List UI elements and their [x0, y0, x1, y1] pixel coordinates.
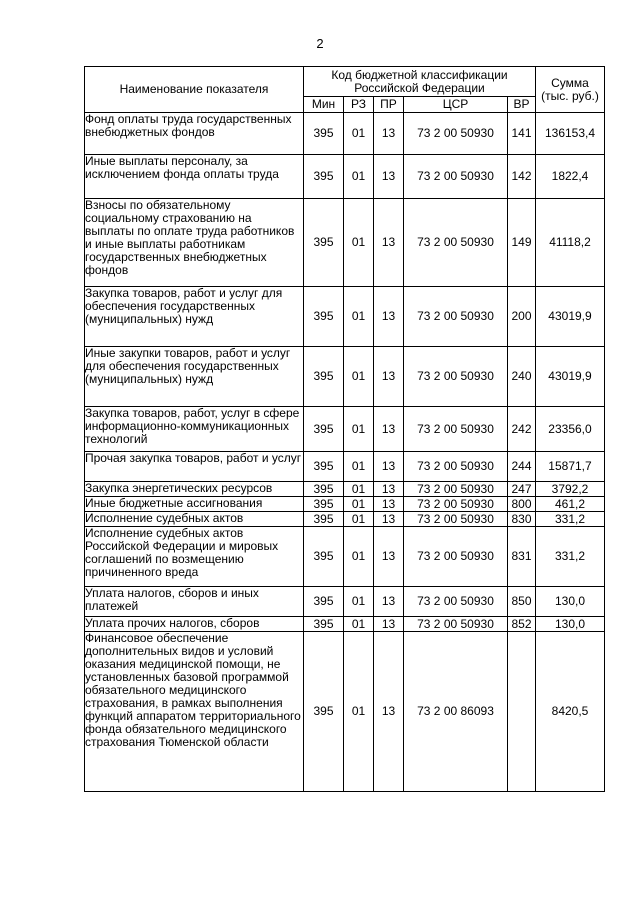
row-vr: 200: [508, 287, 536, 347]
row-pr: 13: [374, 587, 404, 617]
row-pr: 13: [374, 512, 404, 527]
row-name: Закупка энергетических ресурсов: [85, 482, 304, 497]
row-csr: 73 2 00 50930: [404, 199, 508, 287]
row-min: 395: [304, 407, 344, 452]
row-name: Уплата прочих налогов, сборов: [85, 617, 304, 632]
row-vr: 850: [508, 587, 536, 617]
row-vr: 247: [508, 482, 536, 497]
row-min: 395: [304, 512, 344, 527]
row-name: Исполнение судебных актов: [85, 512, 304, 527]
row-vr: 240: [508, 347, 536, 407]
row-name: Иные бюджетные ассигнования: [85, 497, 304, 512]
row-min: 395: [304, 497, 344, 512]
row-csr: 73 2 00 50930: [404, 407, 508, 452]
row-csr: 73 2 00 50930: [404, 512, 508, 527]
row-rz: 01: [344, 113, 374, 155]
table-row: [85, 587, 605, 617]
row-name: Уплата налогов, сборов и иных платежей: [85, 587, 304, 617]
row-vr: 141: [508, 113, 536, 155]
row-name: Исполнение судебных актов Российской Федерации и мировых соглашений по возмещению причиненного вреда: [85, 527, 304, 587]
row-min: 395: [304, 347, 344, 407]
row-vr: 800: [508, 497, 536, 512]
row-name: Закупка товаров, работ и услуг для обеспечения государственных (муниципальных) нужд: [85, 287, 304, 347]
table-row: [85, 512, 605, 527]
row-sum: 331,2: [536, 512, 605, 527]
row-csr: 73 2 00 50930: [404, 587, 508, 617]
row-rz: 01: [344, 587, 374, 617]
row-rz: 01: [344, 155, 374, 199]
row-vr: 242: [508, 407, 536, 452]
header-rz: РЗ: [344, 97, 374, 113]
table-row: [85, 155, 605, 199]
row-name: Иные выплаты персоналу, за исключением фонда оплаты труда: [85, 155, 304, 199]
row-min: 395: [304, 113, 344, 155]
row-sum: 3792,2: [536, 482, 605, 497]
row-name: Взносы по обязательному социальному страхованию на выплаты по оплате труда работников и иные выплаты работникам государственных внебюджетных фондов: [85, 199, 304, 287]
table-row: [85, 287, 605, 347]
row-rz: 01: [344, 617, 374, 632]
table-row: [85, 113, 605, 155]
row-pr: 13: [374, 347, 404, 407]
row-vr: 830: [508, 512, 536, 527]
row-vr: 244: [508, 452, 536, 482]
row-name: Прочая закупка товаров, работ и услуг: [85, 452, 304, 482]
row-rz: 01: [344, 497, 374, 512]
row-sum: 331,2: [536, 527, 605, 587]
table-row: [85, 527, 605, 587]
table-row: [85, 452, 605, 482]
table-row: [85, 347, 605, 407]
row-rz: 01: [344, 632, 374, 792]
row-pr: 13: [374, 482, 404, 497]
row-csr: 73 2 00 50930: [404, 155, 508, 199]
row-csr: 73 2 00 50930: [404, 482, 508, 497]
row-pr: 13: [374, 199, 404, 287]
row-min: 395: [304, 155, 344, 199]
row-rz: 01: [344, 199, 374, 287]
row-pr: 13: [374, 527, 404, 587]
table-row: [85, 497, 605, 512]
row-min: 395: [304, 287, 344, 347]
table-row: [85, 407, 605, 452]
row-pr: 13: [374, 497, 404, 512]
row-csr: 73 2 00 50930: [404, 347, 508, 407]
row-pr: 13: [374, 452, 404, 482]
row-pr: 13: [374, 407, 404, 452]
row-pr: 13: [374, 287, 404, 347]
row-sum: 461,2: [536, 497, 605, 512]
header-sum: Сумма (тыс. руб.): [536, 67, 605, 113]
row-sum: 15871,7: [536, 452, 605, 482]
row-vr: 831: [508, 527, 536, 587]
table-row: [85, 632, 605, 792]
row-name: Закупка товаров, работ, услуг в сфере информационно-коммуникационных технологий: [85, 407, 304, 452]
row-pr: 13: [374, 155, 404, 199]
row-vr: 142: [508, 155, 536, 199]
row-sum: 8420,5: [536, 632, 605, 792]
row-rz: 01: [344, 407, 374, 452]
row-sum: 43019,9: [536, 287, 605, 347]
row-min: 395: [304, 452, 344, 482]
row-sum: 136153,4: [536, 113, 605, 155]
row-rz: 01: [344, 512, 374, 527]
row-min: 395: [304, 527, 344, 587]
header-pr: ПР: [374, 97, 404, 113]
row-min: 395: [304, 617, 344, 632]
row-sum: 130,0: [536, 617, 605, 632]
row-name: Финансовое обеспечение дополнительных видов и условий оказания медицинской помощи, не установленных базовой программой обязательного медицинского страхования, в рамках выполнения функций аппаратом территориального фонда обязательного медицинского страхования Тюменской области: [85, 632, 304, 792]
row-sum: 43019,9: [536, 347, 605, 407]
row-min: 395: [304, 587, 344, 617]
row-csr: 73 2 00 86093: [404, 632, 508, 792]
table-row: [85, 199, 605, 287]
row-vr: [508, 632, 536, 792]
row-rz: 01: [344, 527, 374, 587]
header-min: Мин: [304, 97, 344, 113]
row-min: 395: [304, 482, 344, 497]
header-vr: ВР: [508, 97, 536, 113]
row-sum: 41118,2: [536, 199, 605, 287]
row-sum: 130,0: [536, 587, 605, 617]
row-rz: 01: [344, 452, 374, 482]
row-name: Фонд оплаты труда государственных внебюджетных фондов: [85, 113, 304, 155]
row-csr: 73 2 00 50930: [404, 527, 508, 587]
budget-table: [84, 66, 605, 792]
row-csr: 73 2 00 50930: [404, 113, 508, 155]
row-vr: 149: [508, 199, 536, 287]
row-min: 395: [304, 199, 344, 287]
table-row: [85, 617, 605, 632]
row-rz: 01: [344, 287, 374, 347]
row-rz: 01: [344, 482, 374, 497]
row-csr: 73 2 00 50930: [404, 617, 508, 632]
header-code-group: Код бюджетной классификации Российской Федерации: [304, 67, 536, 97]
row-name: Иные закупки товаров, работ и услуг для обеспечения государственных (муниципальных) нужд: [85, 347, 304, 407]
table-row: [85, 482, 605, 497]
row-pr: 13: [374, 113, 404, 155]
row-csr: 73 2 00 50930: [404, 452, 508, 482]
page-number: 2: [316, 36, 324, 51]
row-csr: 73 2 00 50930: [404, 497, 508, 512]
row-pr: 13: [374, 617, 404, 632]
row-pr: 13: [374, 632, 404, 792]
row-min: 395: [304, 632, 344, 792]
row-vr: 852: [508, 617, 536, 632]
table-body: [85, 113, 605, 792]
row-csr: 73 2 00 50930: [404, 287, 508, 347]
row-sum: 23356,0: [536, 407, 605, 452]
row-rz: 01: [344, 347, 374, 407]
row-sum: 1822,4: [536, 155, 605, 199]
header-csr: ЦСР: [404, 97, 508, 113]
header-name: Наименование показателя: [85, 67, 304, 113]
